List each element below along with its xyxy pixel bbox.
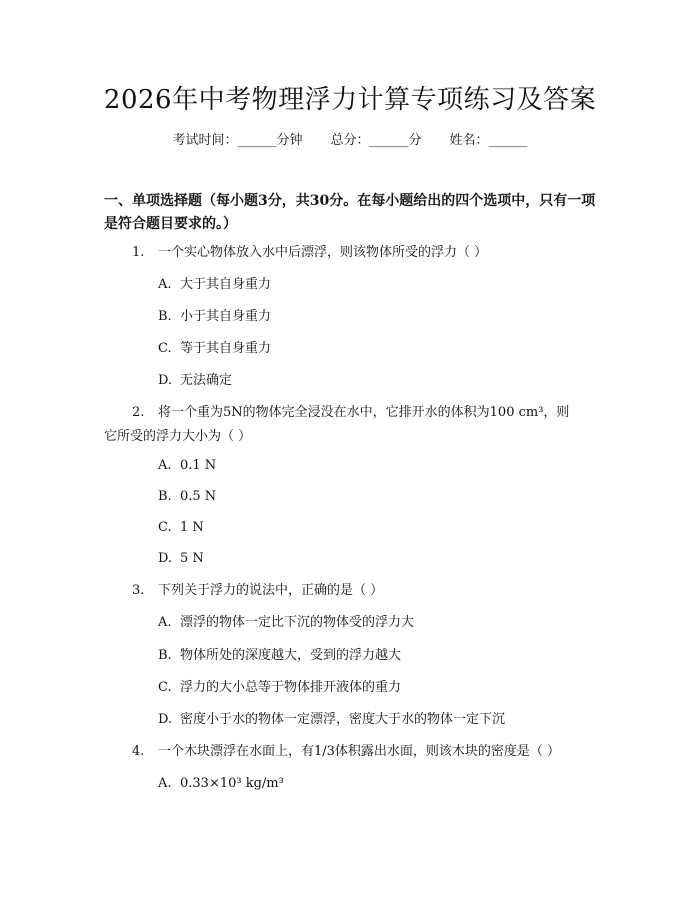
option-text: 漂浮的物体一定比下沉的物体受的浮力大 xyxy=(180,615,415,630)
total-score-field: 总分：______分 xyxy=(330,133,422,148)
option-text: 0.5 N xyxy=(180,489,217,504)
option-letter: A. xyxy=(158,776,172,791)
exam-meta-line xyxy=(0,130,700,152)
question-number: 3. xyxy=(132,583,145,598)
option-text: 密度小于水的物体一定漂浮，密度大于水的物体一定下沉 xyxy=(180,712,506,727)
option-text: 1 N xyxy=(180,520,204,535)
question-number: 1. xyxy=(132,245,145,260)
option-text: 0.1 N xyxy=(180,458,217,473)
option-text: 浮力的大小总等于物体排开液体的重力 xyxy=(180,680,402,695)
student-name-field: 姓名：______ xyxy=(449,133,528,148)
option-text: 无法确定 xyxy=(180,373,233,388)
option-text: 5 N xyxy=(180,551,204,566)
option-text: 大于其自身重力 xyxy=(180,277,272,292)
document-title: 2026年中考物理浮力计算专项练习及答案 xyxy=(103,85,597,115)
option-letter: B. xyxy=(158,489,172,504)
option-letter: C. xyxy=(158,520,172,535)
option-letter: C. xyxy=(158,341,172,356)
question-text: 下列关于浮力的说法中，正确的是（ ） xyxy=(158,583,384,598)
exam-time-field: 考试时间：______分钟 xyxy=(172,133,303,148)
question-text-line-2: 它所受的浮力大小为（ ） xyxy=(104,429,252,444)
option-text: 小于其自身重力 xyxy=(180,309,272,324)
option-letter: A. xyxy=(158,615,172,630)
question-number: 4. xyxy=(132,744,145,759)
question-text-line-1: 将一个重为5N的物体完全浸没在水中，它排开水的体积为100 cm³，则 xyxy=(158,405,570,420)
option-letter: A. xyxy=(158,277,172,292)
section-heading: 一、单项选择题（每小题3分，共30分。在每小题给出的四个选项中，只有一项是符合题目要求的。） xyxy=(104,193,596,232)
option-text: 等于其自身重力 xyxy=(180,341,272,356)
question-number: 2. xyxy=(132,405,145,420)
option-text: 0.33×10³ kg/m³ xyxy=(180,776,284,791)
option-letter: B. xyxy=(158,648,172,663)
option-text: 物体所处的深度越大，受到的浮力越大 xyxy=(180,648,402,663)
option-letter: D. xyxy=(158,551,173,566)
question-text: 一个实心物体放入水中后漂浮，则该物体所受的浮力（ ） xyxy=(158,245,488,260)
question-text: 一个木块漂浮在水面上，有1/3体积露出水面，则该木块的密度是（ ） xyxy=(158,744,561,759)
option-letter: A. xyxy=(158,458,172,473)
option-letter: B. xyxy=(158,309,172,324)
option-letter: D. xyxy=(158,373,173,388)
option-letter: C. xyxy=(158,680,172,695)
option-letter: D. xyxy=(158,712,173,727)
